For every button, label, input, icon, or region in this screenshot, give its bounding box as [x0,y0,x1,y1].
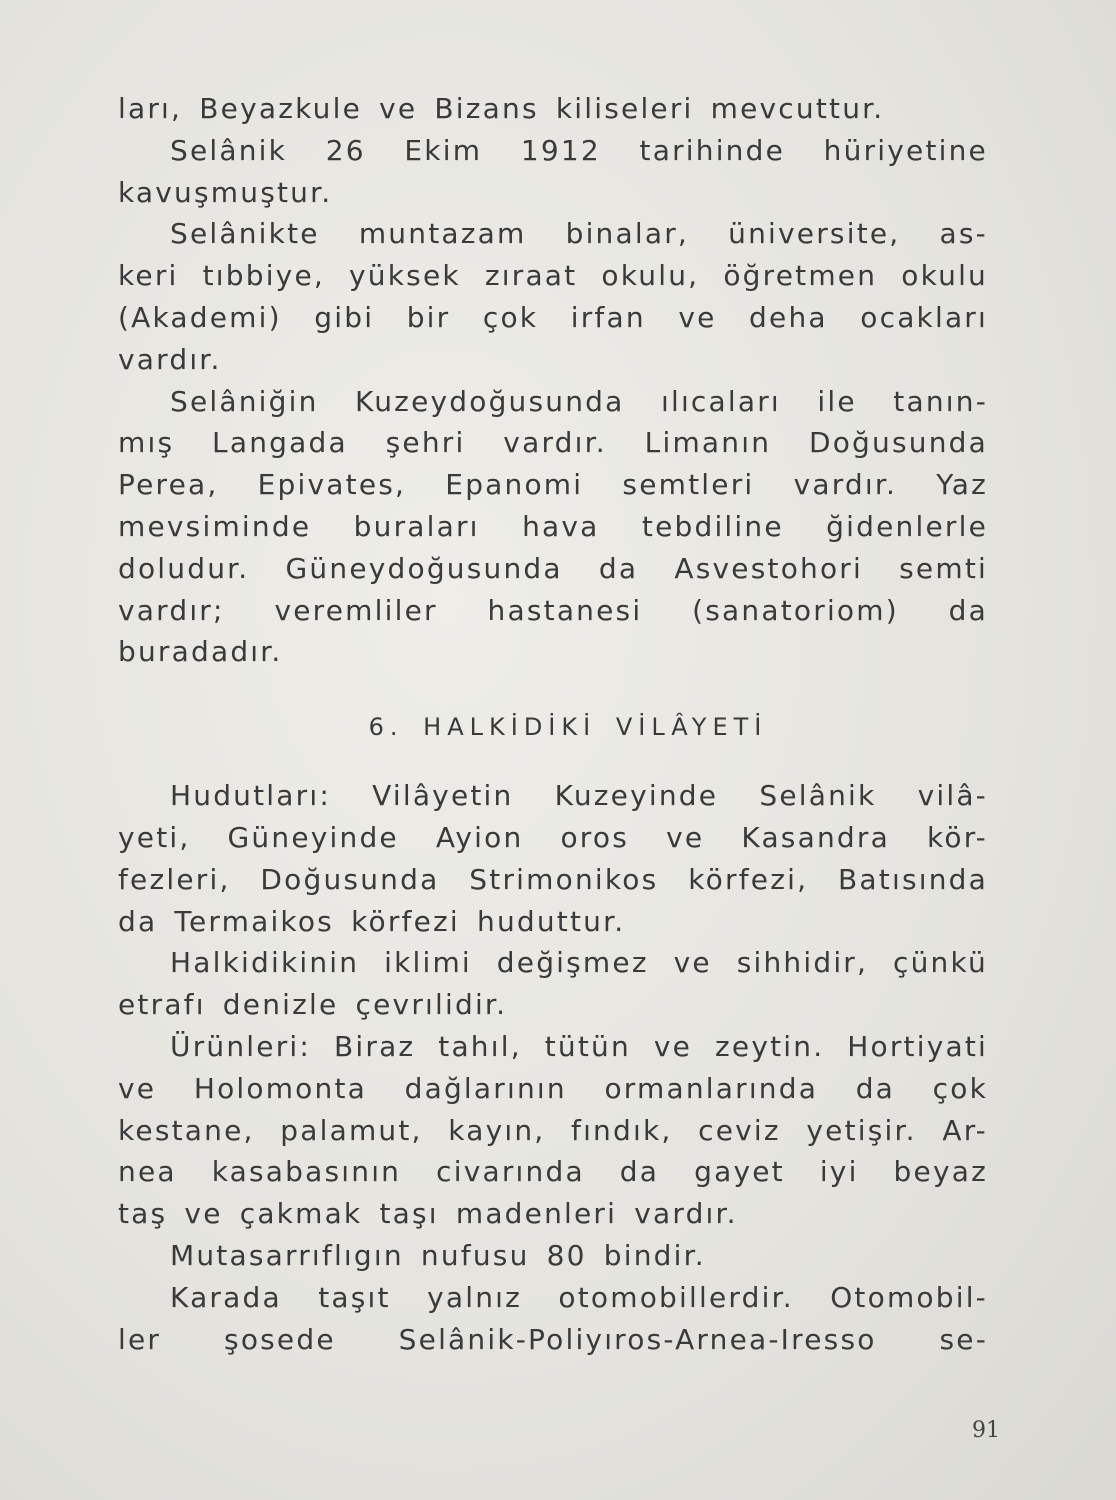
text-line: kavuşmuştur. [118,175,333,209]
text-line: doludur. Güneydoğusunda da Asvestohori semti [118,551,988,585]
text-line: Ürünleri: Biraz tahıl, tütün ve zeytin. Hortiyati [170,1029,988,1063]
text-block-top [118,88,988,673]
text-line: ları, Beyazkule ve Bizans kiliseleri mevcuttur. [118,92,885,125]
text-line: buradadır. [118,635,283,669]
text-line: Selânik 26 Ekim 1912 tarihinde hüriyetine [170,133,988,167]
text-line: Selânikte muntazam binalar, üniversite, as- [170,217,988,251]
section-heading: 6. HALKİDİKİ VİLÂYETİ [368,713,768,742]
text-line: ler şosede Selânik-Poliyıros-Arnea-Iresso se- [118,1322,988,1356]
page-number: 91 [972,1418,1000,1443]
text-line: Hudutları: Vilâyetin Kuzeyinde Selânik vilâ- [170,779,988,813]
text-line: yeti, Güneyinde Ayion oros ve Kasandra kör- [118,820,988,854]
text-line: Perea, Epivates, Epanomi semtleri vardır. Yaz [118,468,988,502]
text-line: fezleri, Doğusunda Strimonikos körfezi, Batısında [118,862,988,896]
text-line: Karada taşıt yalnız otomobillerdir. Otomobil- [170,1280,988,1314]
text-line: mış Langada şehri vardır. Limanın Doğusunda [118,426,988,460]
text-line: Mutasarrıflıgın nufusu 80 bindir. [170,1238,706,1272]
text-line: keri tıbbiye, yüksek zıraat okulu, öğretmen okulu [118,259,988,293]
text-line: Halkidikinin iklimi değişmez ve sihhidir, çünkü [170,946,988,980]
text-line: kestane, palamut, kayın, fındık, ceviz yetişir. Ar- [118,1113,988,1147]
text-line: etrafı denizle çevrılidir. [118,988,508,1022]
text-line: vardır; veremliler hastanesi (sanatoriom) da [118,593,988,627]
text-line: nea kasabasının civarında da gayet iyi beyaz [118,1155,988,1189]
text-line: taş ve çakmak taşı madenleri vardır. [118,1197,738,1231]
book-page [118,88,988,1360]
text-line: Selâniğin Kuzeydoğusunda ılıcaları ile tanın- [170,384,988,418]
text-line: ve Holomonta dağlarının ormanlarında da çok [118,1071,988,1105]
text-block-bottom [118,775,988,1360]
text-line: vardır. [118,342,222,376]
text-line: da Termaikos körfezi huduttur. [118,904,626,938]
text-line: mevsiminde buraları hava tebdiline ğidenlerle [118,509,988,543]
text-line: (Akademi) gibi bir çok irfan ve deha ocakları [118,300,988,334]
